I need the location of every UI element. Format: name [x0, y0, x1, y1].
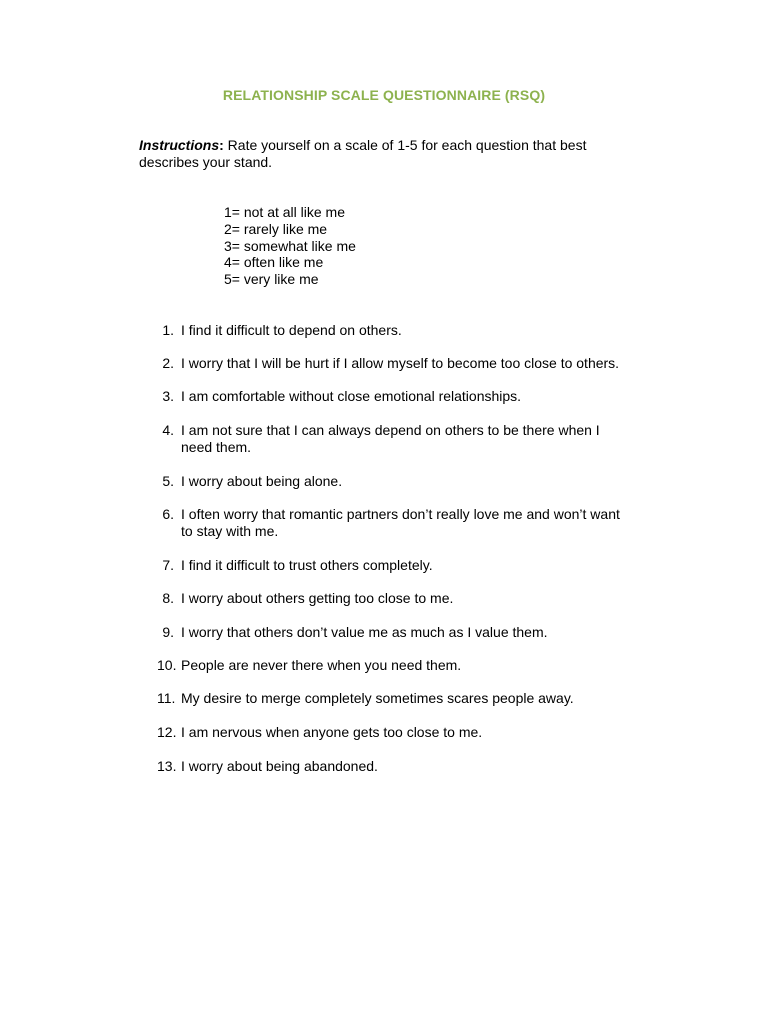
instructions-colon: :: [219, 137, 224, 153]
rating-scale-legend: [224, 204, 356, 288]
question-text: I worry about others getting too close to me.: [181, 590, 454, 606]
scale-item: 1= not at all like me: [224, 204, 346, 220]
scale-item: 3= somewhat like me: [224, 237, 356, 254]
question-text: I worry that others don’t value me as much as I value them.: [181, 624, 548, 640]
question-text: I am comfortable without close emotional relationships.: [181, 388, 522, 404]
question-number: 13.: [157, 758, 177, 774]
question-number: 7.: [162, 557, 174, 573]
question-number: 6.: [162, 506, 174, 522]
question-text: My desire to merge completely sometimes scares people away.: [181, 690, 574, 706]
scale-item: 4= often like me: [224, 254, 324, 271]
instructions-text: Rate yourself on a scale of 1-5 for each question that best describes your stand.: [139, 137, 587, 170]
question-number: 8.: [162, 590, 174, 606]
question-number: 2.: [162, 355, 174, 371]
question-text: I find it difficult to depend on others.: [181, 322, 402, 338]
question-number: 12.: [157, 724, 177, 740]
question-text: I am nervous when anyone gets too close to me.: [181, 724, 483, 740]
question-number: 4.: [162, 422, 174, 438]
question-text: I worry about being abandoned.: [181, 758, 378, 774]
page-title: RELATIONSHIP SCALE QUESTIONNAIRE (RSQ): [222, 87, 546, 103]
question-text: I often worry that romantic partners don’t really love me and won’t want to stay with me.: [181, 506, 620, 539]
question-text: People are never there when you need them.: [181, 657, 462, 673]
question-number: 10.: [157, 657, 177, 673]
instructions-label: Instructions: [139, 137, 220, 153]
question-text: I find it difficult to trust others completely.: [181, 557, 433, 573]
instructions-paragraph: [139, 137, 619, 171]
scale-item: 2= rarely like me: [224, 220, 328, 237]
scale-item: 5= very like me: [224, 271, 319, 288]
question-number: 1.: [162, 322, 174, 338]
question-text: I am not sure that I can always depend on others to be there when I need them.: [181, 422, 600, 455]
question-number: 11.: [157, 690, 176, 706]
question-text: I worry that I will be hurt if I allow myself to become too close to others.: [181, 355, 620, 371]
question-number: 3.: [162, 388, 174, 404]
question-text: I worry about being alone.: [181, 473, 343, 489]
question-number: 9.: [162, 624, 174, 640]
question-number: 5.: [162, 473, 174, 489]
